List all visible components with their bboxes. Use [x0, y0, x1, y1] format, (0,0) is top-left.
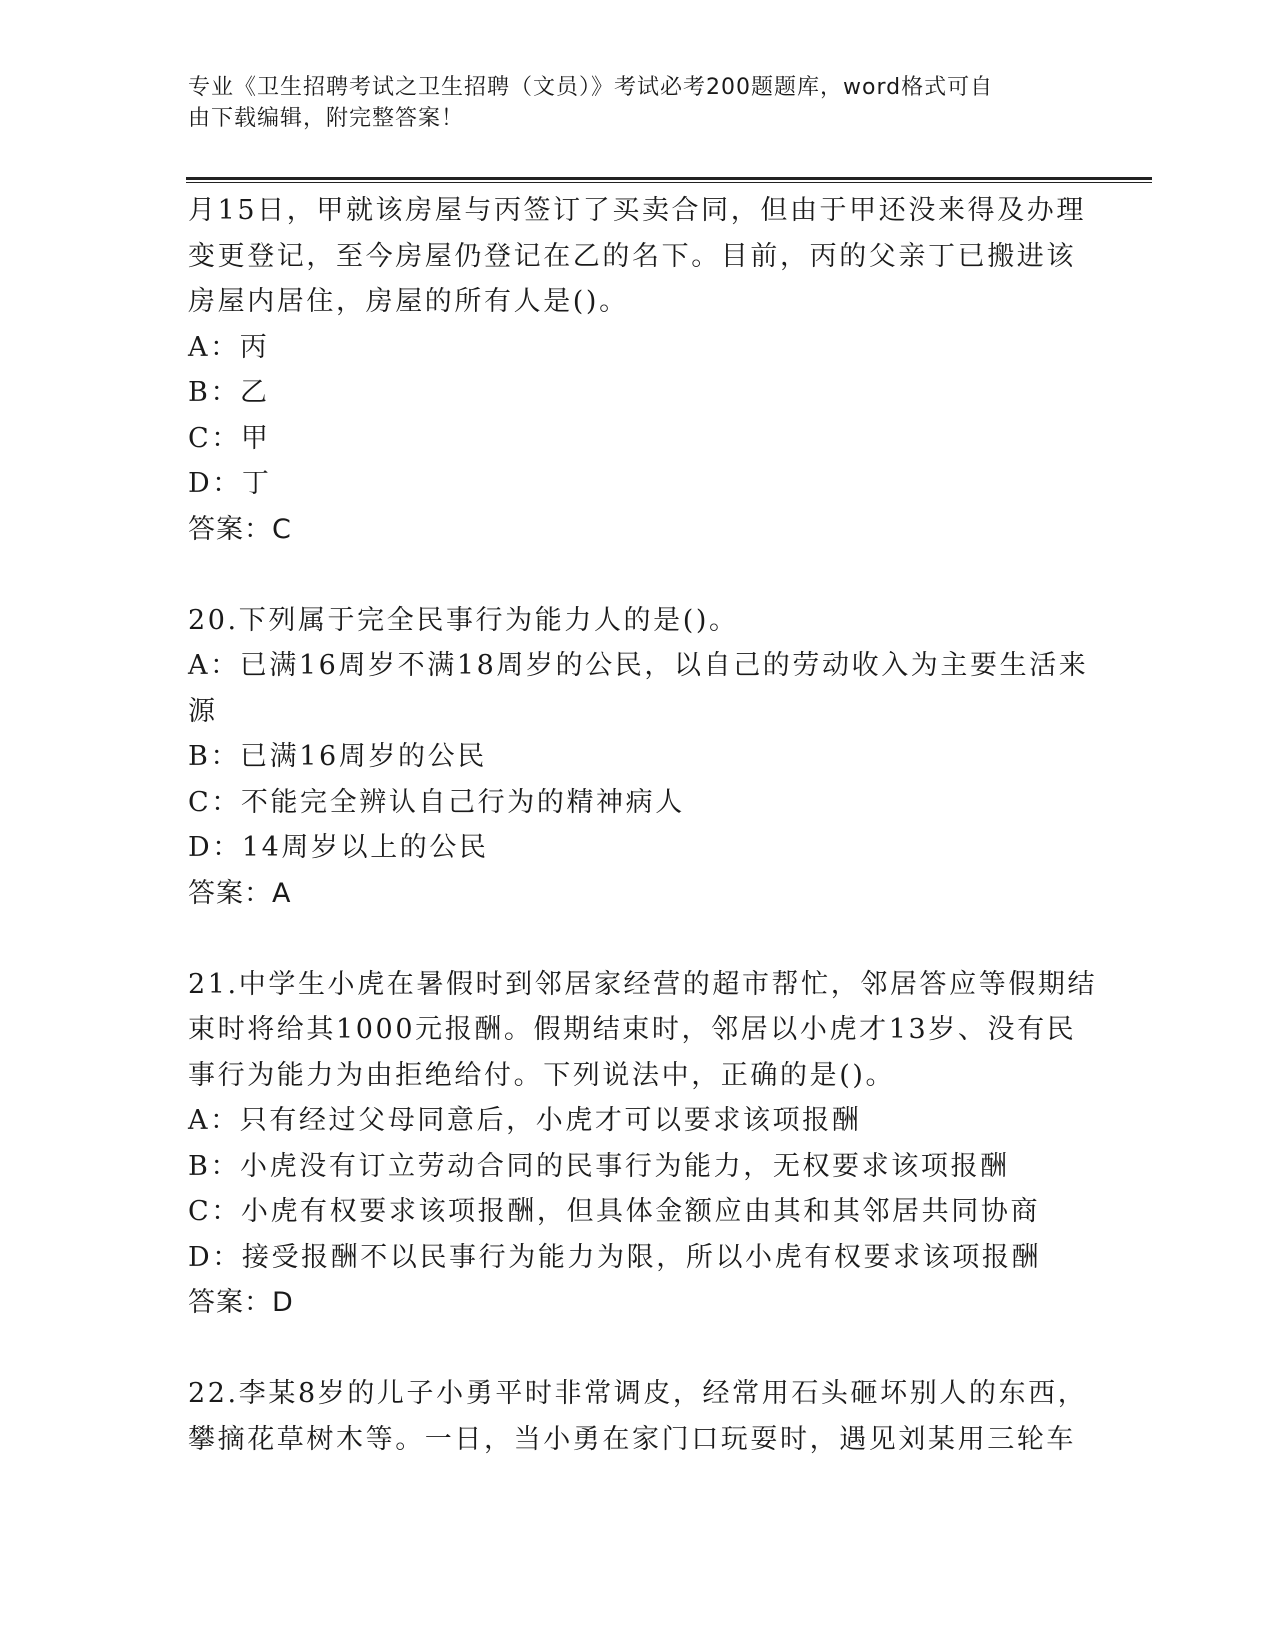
option-b: B：乙 [188, 377, 270, 408]
question-text-line: 22.李某8岁的儿子小勇平时非常调皮，经常用石头砸坏别人的东西， [188, 1378, 1088, 1409]
question-text-line: 事行为能力为由拒绝给付。下列说法中，正确的是()。 [188, 1059, 896, 1091]
header-line-2: 由下载编辑，附完整答案！ [188, 106, 465, 131]
option-c: C：不能完全辨认自己行为的精神病人 [188, 786, 685, 818]
option-c: C：小虎有权要求该项报酬，但具体金额应由其和其邻居共同协商 [188, 1196, 1041, 1227]
option-d: D：接受报酬不以民事行为能力为限，所以小虎有权要求该项报酬 [188, 1241, 1042, 1273]
header-divider-thin [186, 182, 1152, 183]
question-text-line: 束时将给其1000元报酬。假期结束时，邻居以小虎才13岁、没有民 [188, 1014, 1077, 1045]
question-22 [188, 1371, 1088, 1462]
question-21 [188, 962, 1098, 1326]
question-text-line: 变更登记，至今房屋仍登记在乙的名下。目前，丙的父亲丁已搬进该 [188, 240, 1076, 272]
answer-line: 答案：C [188, 513, 292, 545]
question-text-line: 月15日，甲就该房屋与丙签订了买卖合同，但由于甲还没来得及办理 [188, 195, 1086, 226]
question-text-line: 21.中学生小虎在暑假时到邻居家经营的超市帮忙，邻居答应等假期结 [188, 968, 1098, 1000]
question-text-line: 房屋内居住，房屋的所有人是()。 [188, 286, 629, 317]
question-20 [188, 598, 1088, 917]
option-a-continued: 源 [188, 695, 218, 727]
option-d: D：14周岁以上的公民 [188, 832, 489, 863]
option-a: A：已满16周岁不满18周岁的公民，以自己的劳动收入为主要生活来 [188, 650, 1089, 681]
spacer [188, 1326, 1088, 1372]
spacer [188, 552, 1088, 598]
spacer [188, 916, 1088, 962]
question-text-line: 20.下列属于完全民事行为能力人的是()。 [188, 604, 739, 636]
option-c: C：甲 [188, 422, 271, 454]
option-b: B：已满16周岁的公民 [188, 741, 487, 772]
document-header [188, 72, 1068, 134]
answer-line: 答案：A [188, 877, 292, 909]
answer-line: 答案：D [188, 1287, 294, 1318]
option-b: B：小虎没有订立劳动合同的民事行为能力，无权要求该项报酬 [188, 1150, 1010, 1182]
option-d: D：丁 [188, 468, 272, 499]
option-a: A：只有经过父母同意后，小虎才可以要求该项报酬 [188, 1105, 862, 1136]
document-body [188, 188, 1098, 1462]
header-line-1: 专业《卫生招聘考试之卫生招聘（文员）》考试必考200题题库，word格式可自 [188, 75, 994, 100]
option-a: A：丙 [188, 331, 270, 363]
header-divider-thick [186, 177, 1152, 180]
question-text-line: 攀摘花草树木等。一日，当小勇在家门口玩耍时，遇见刘某用三轮车 [188, 1423, 1076, 1455]
question-19 [188, 188, 1088, 552]
